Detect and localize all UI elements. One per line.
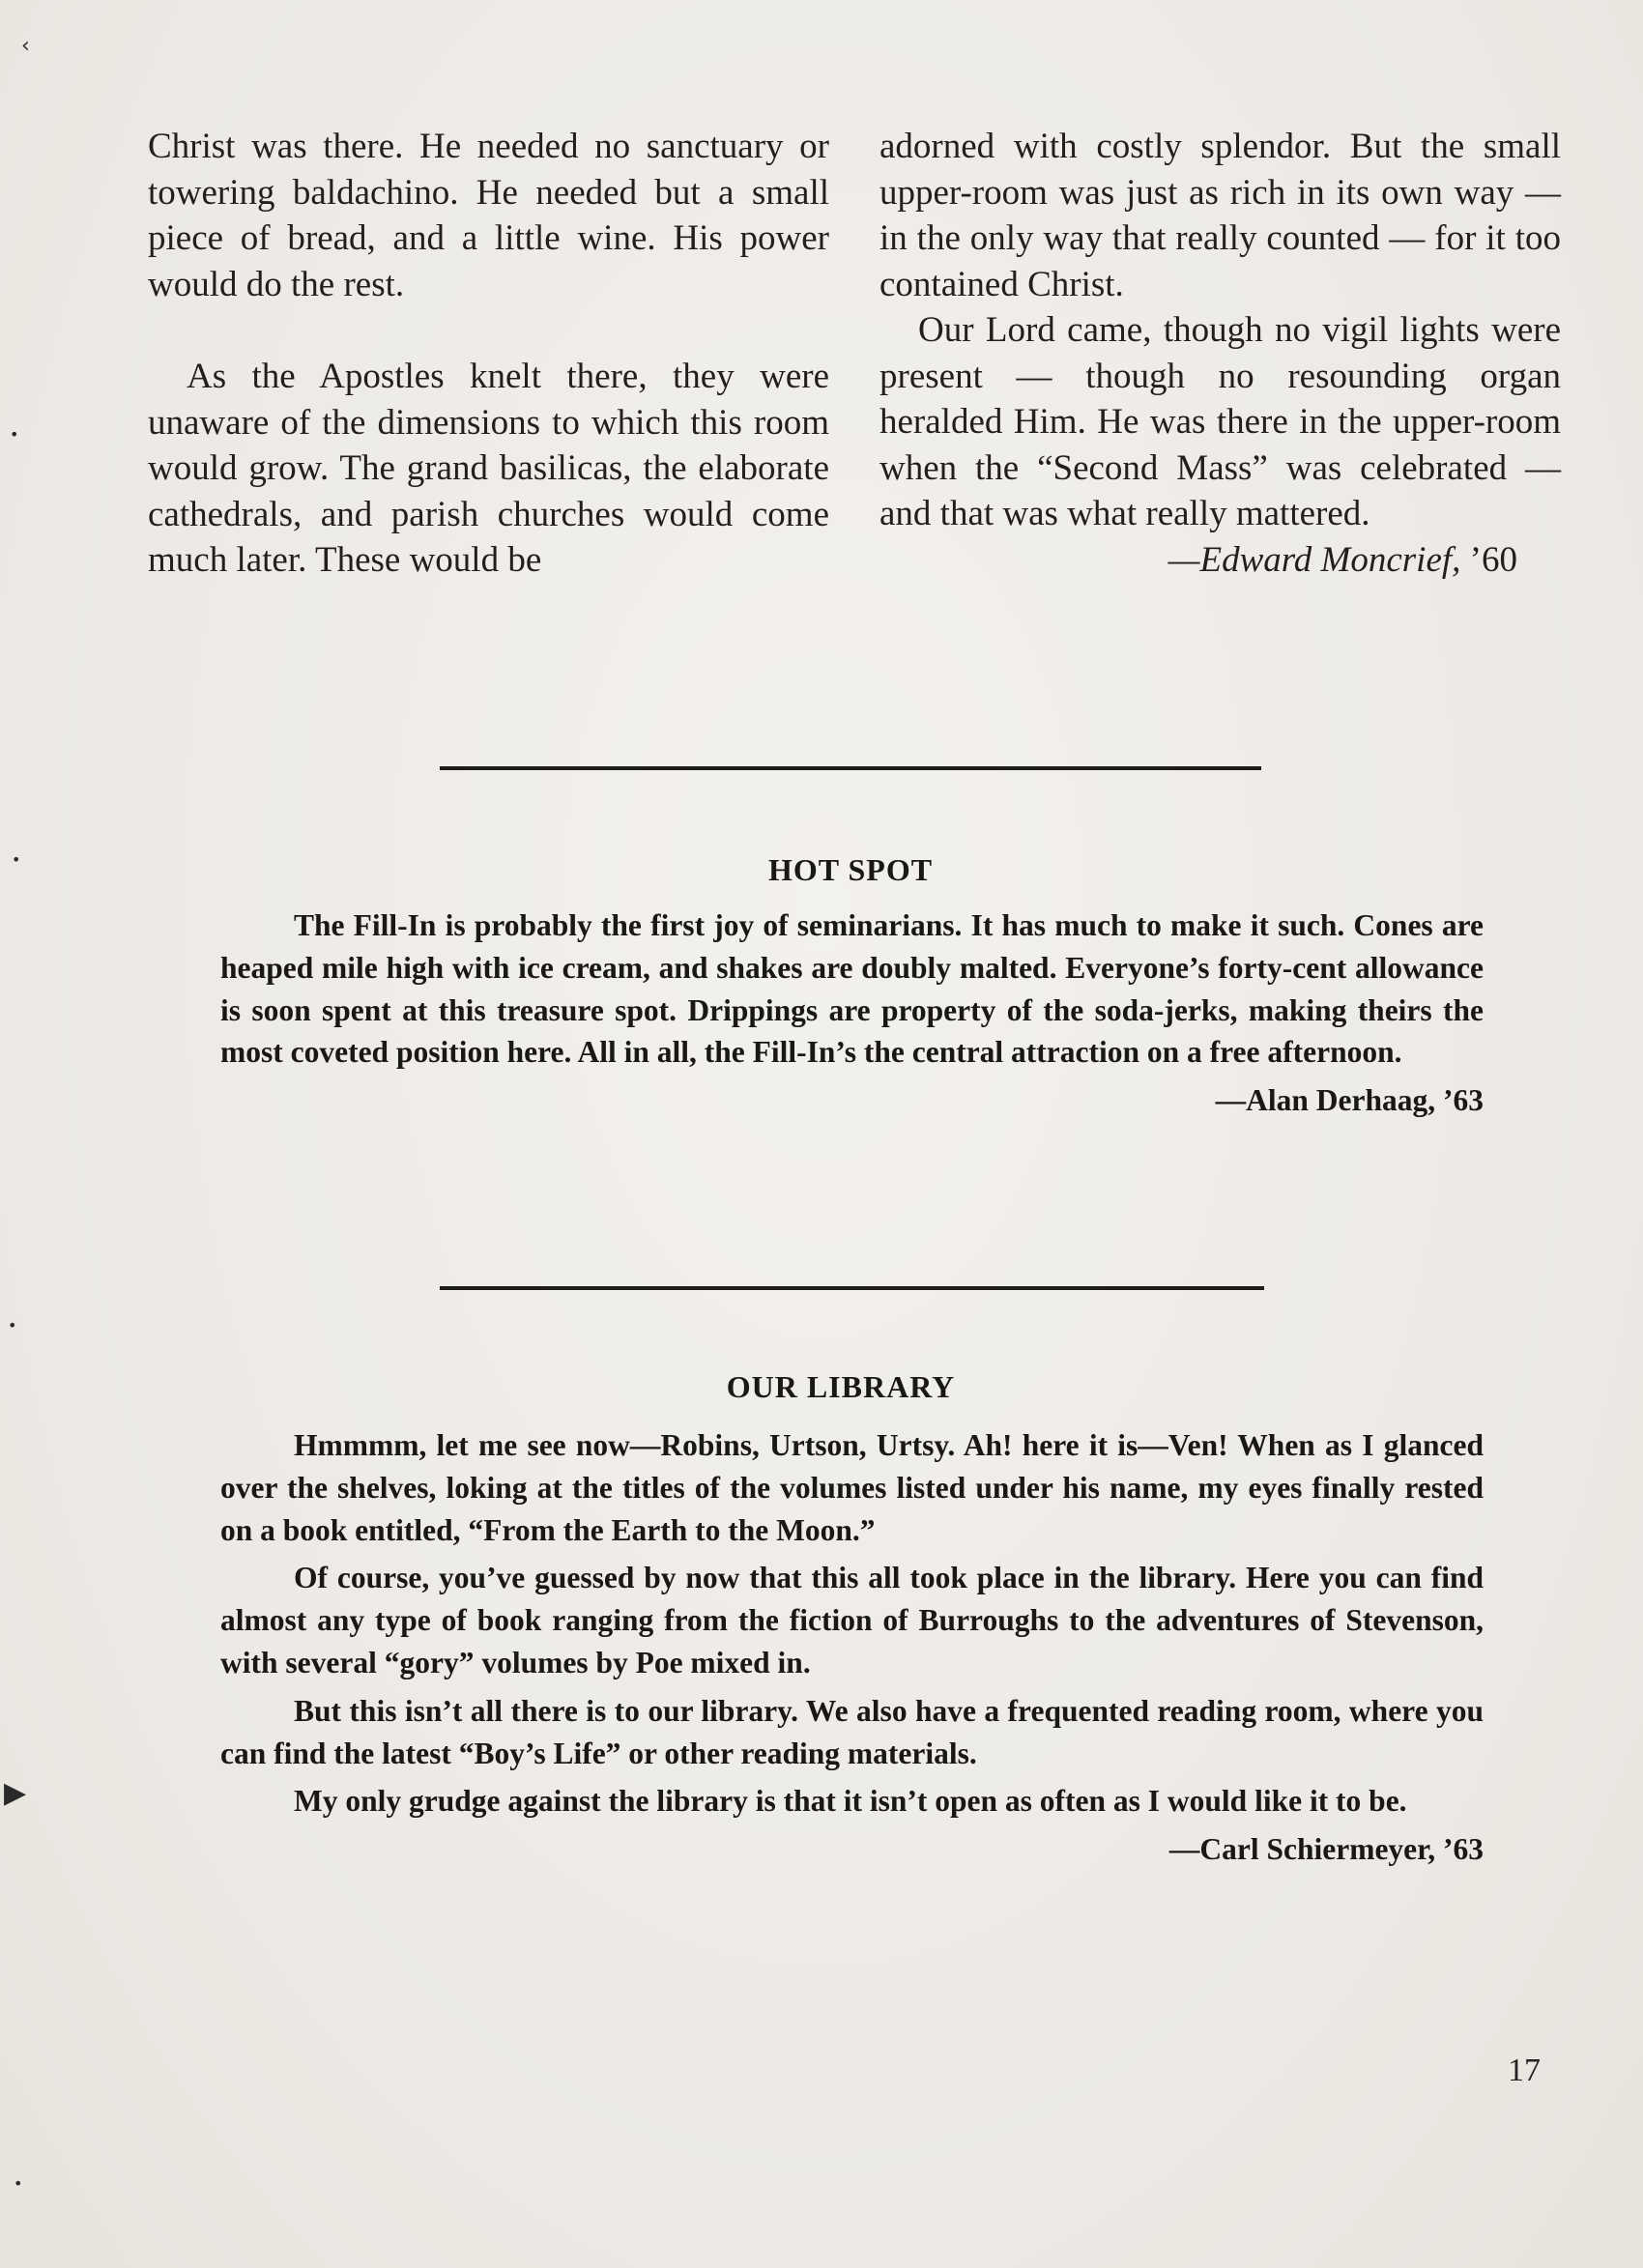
essay-paragraph: Christ was there. He needed no sanctuary or towering baldachino. He needed but a small piece of bread, and a little wine. His power would do the rest. <box>148 127 829 304</box>
hot-spot-article <box>220 904 1484 1128</box>
section-divider <box>440 1286 1264 1290</box>
section-divider <box>440 766 1261 770</box>
margin-speck: ▶ <box>4 1776 27 1810</box>
hot-spot-body: The Fill-In is probably the first joy of seminarians. It has much to make it such. Cones are heaped mile high with ice cream, and shakes are doubly malted. Everyone’s forty-cent allowance is soon spent at this treasure spot. Drippings are property of the soda-jerks, making theirs the most coveted position here. All in all, the Fill-In’s the central attraction on a free afternoon. <box>220 908 1484 1070</box>
page-number: 17 <box>1508 2053 1541 2088</box>
hot-spot-title: HOT SPOT <box>767 852 934 887</box>
essay-signature-year: ’60 <box>1460 539 1517 580</box>
hot-spot-signature: —Alan Derhaag, ’63 <box>1215 1083 1484 1118</box>
essay-signature <box>879 537 1561 584</box>
margin-speck: • <box>8 1316 17 1335</box>
essay-paragraph: adorned with costly splendor. But the small upper-room was just as rich in its own way — in the only way that really counted — for it too contained Christ. <box>879 127 1561 304</box>
margin-speck: • <box>12 850 21 869</box>
essay-right-column <box>879 124 1561 583</box>
essay-paragraph: As the Apostles knelt there, they were unaware of the dimensions to which this room would grow. The grand basilicas, the elaborate cathedrals, and parish churches would come much later. These would be <box>148 357 829 580</box>
library-paragraph: Hmmmm, let me see now—Robins, Urtson, Urtsy. Ah! here it is—Ven! When as I glanced over the shelves, loking at the titles of the volumes listed under his name, my eyes finally rested on a book entitled, “From the Earth to the Moon.” <box>220 1428 1484 1547</box>
library-paragraph: Of course, you’ve guessed by now that this all took place in the library. Here you can find almost any type of book ranging from the fiction of Burroughs to the adventures of Stevenson, with several “gory” volumes by Poe mixed in. <box>220 1561 1484 1679</box>
essay-paragraph: Our Lord came, though no vigil lights were present — though no resounding organ heralded Him. He was there in the upper-room when the “Second Mass” was celebrated — and that was what really mattered. <box>879 310 1561 533</box>
essay-signature-name: —Edward Moncrief, <box>1167 539 1461 580</box>
library-paragraph: But this isn’t all there is to our library. We also have a frequented reading room, where you can find the latest “Boy’s Life” or other reading materials. <box>220 1693 1484 1770</box>
library-signature: —Carl Schiermeyer, ’63 <box>1168 1832 1484 1867</box>
library-article <box>220 1424 1484 1877</box>
essay-left-column <box>148 124 829 584</box>
margin-speck: • <box>10 425 19 444</box>
margin-speck: • <box>14 2174 23 2193</box>
margin-speck: ‹ <box>21 34 30 58</box>
library-title: OUR LIBRARY <box>726 1369 956 1404</box>
library-paragraph: My only grudge against the library is that it isn’t open as often as I would like it to be. <box>294 1784 1407 1819</box>
